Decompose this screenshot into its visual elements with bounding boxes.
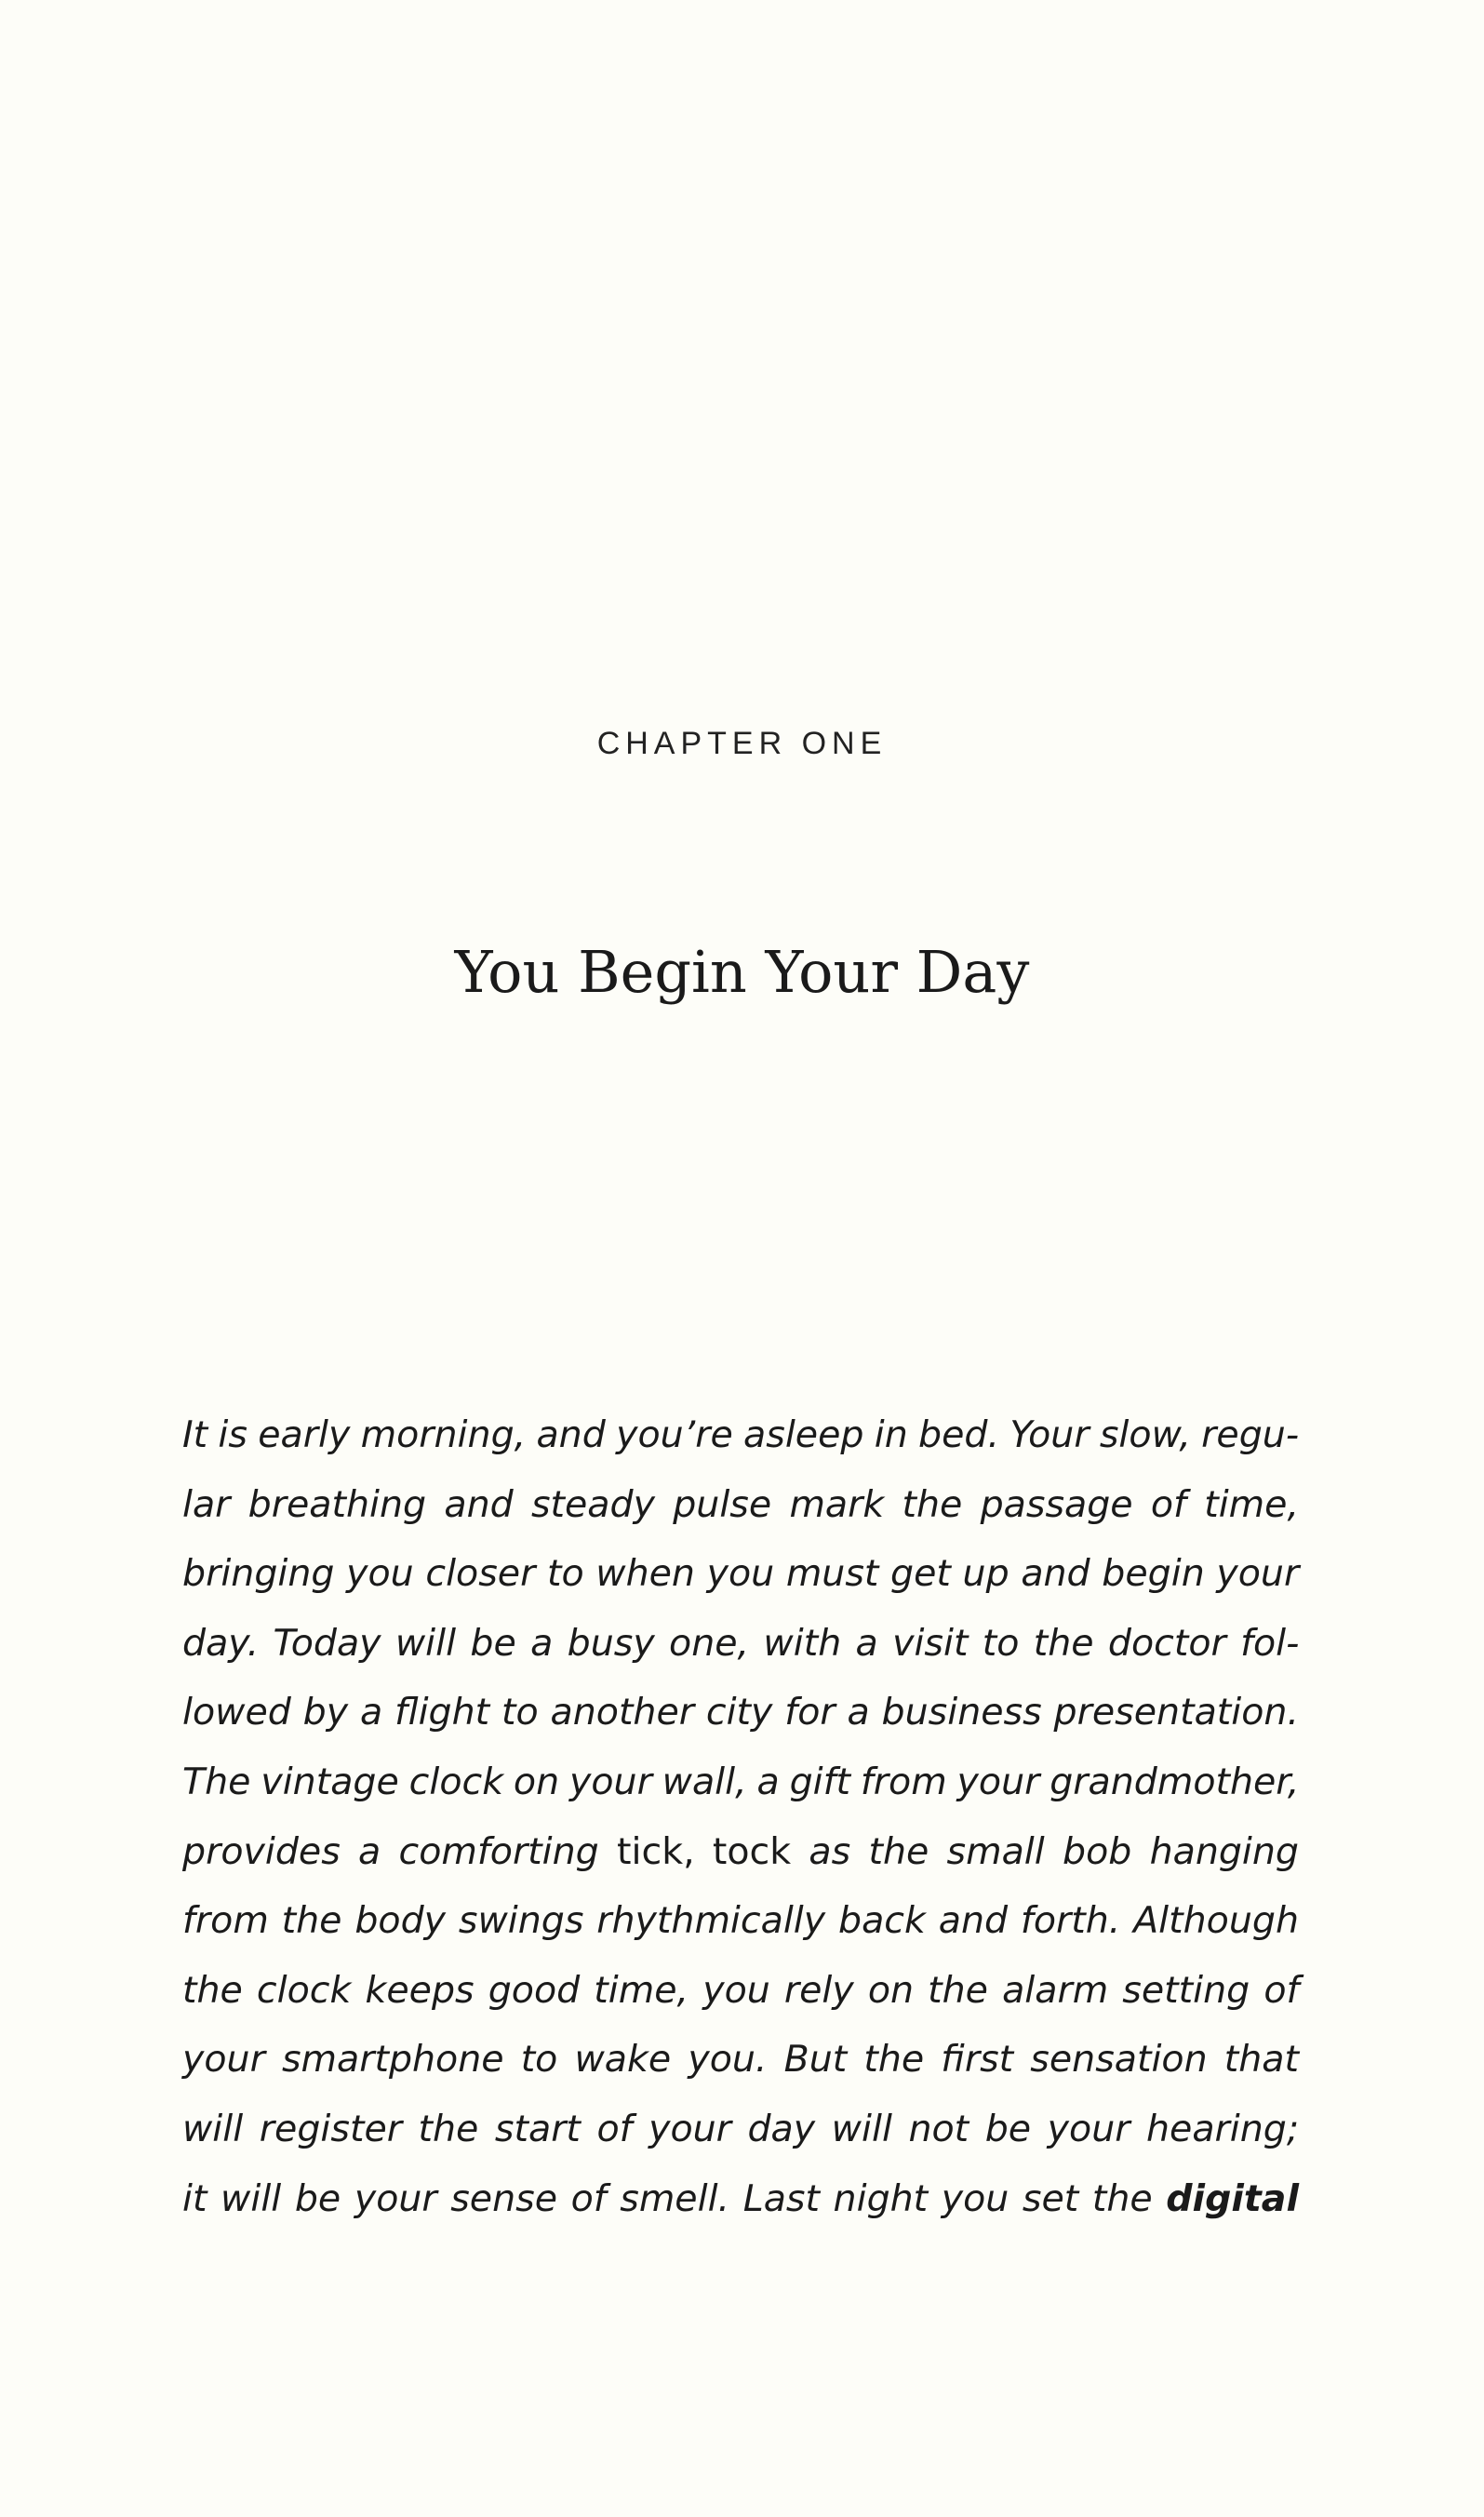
text-line: the clock keeps good time, you rely on the alarm setting of (182, 1968, 1300, 2012)
text-line: will register the start of your day will not be your hearing; (182, 2107, 1300, 2150)
text-line: bringing you closer to when you must get up and begin your (182, 1552, 1300, 1596)
text-line: lar breathing and steady pulse mark the passage of time, (182, 1482, 1299, 1526)
body-paragraph (182, 1400, 1299, 2233)
text-line: your smartphone to wake you. But the first sensation that (182, 2038, 1299, 2082)
text-line: from the body swings rhythmically back and forth. Although (182, 1899, 1299, 1943)
roman-punct: , (683, 1829, 713, 1873)
text-line: provides a comforting tick, tock as the small bob hanging (182, 1829, 1300, 1873)
text-line: The vintage clock on your wall, a gift from your grandmother, (182, 1760, 1300, 1803)
roman-word: tick (617, 1829, 684, 1873)
text-line: it will be your sense of smell. Last night you set the digital (182, 2176, 1299, 2220)
bold-term: digital (1166, 2176, 1299, 2220)
chapter-title: You Begin Your Day (454, 938, 1030, 1006)
text-line: lowed by a flight to another city for a business presentation. (182, 1691, 1299, 1734)
text-line: It is early morning, and you’re asleep in bed. Your slow, regu- (182, 1413, 1300, 1456)
text-line: day. Today will be a busy one, with a visit to the doctor fol- (182, 1621, 1300, 1665)
roman-word: tock (712, 1829, 792, 1873)
chapter-label: CHAPTER ONE (596, 726, 888, 761)
